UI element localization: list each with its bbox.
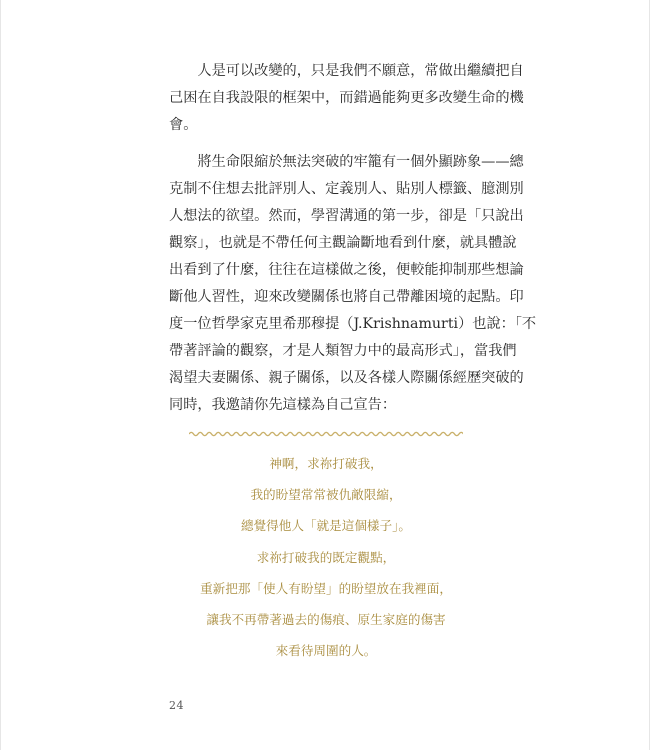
prayer-line-2: 我的盼望常常被仇敵限縮，: [250, 487, 402, 503]
paragraph-2-line-4: 觀察」，也就是不帶任何主觀論斷地看到什麼，就具體說: [169, 235, 517, 251]
prayer-line-3: 總覺得他人「就是這個樣子」。: [240, 518, 411, 534]
prayer-block: [161, 448, 491, 666]
prayer-line-1: 神啊，求祢打破我，: [269, 456, 383, 471]
paragraph-2-line-2: 克制不住想去批評別人、定義別人、貼別人標籤、臆測別: [169, 181, 524, 197]
paragraph-2-line-1: 將生命限縮於無法突破的牢籠有一個外顯跡象——總: [169, 154, 524, 170]
paragraph-2-line-8: 帶著評論的觀察，才是人類智力中的最高形式」，當我們: [169, 343, 517, 359]
wavy-divider-ornament: [189, 428, 463, 440]
paragraph-1-line-1: 人是可以改變的，只是我們不願意，常做出繼續把自: [169, 63, 524, 79]
paragraph-2-line-3: 人想法的欲望。然而，學習溝通的第一步，卻是「只說出: [169, 208, 524, 224]
paragraph-2-line-7: 度一位哲學家克里希那穆提（J.Krishnamurti）也說：「不: [169, 316, 537, 332]
prayer-line-5: 重新把那「使人有盼望」的盼望放在我裡面，: [200, 580, 452, 596]
paragraph-gap: [169, 139, 491, 149]
paragraph-2-line-10: 同時，我邀請你先這樣為自己宣告：: [169, 397, 397, 413]
prayer-line-6: 讓我不再帶著過去的傷痕、原生家庭的傷害: [206, 611, 446, 627]
paragraph-2-line-5: 出看到了什麼，往往在這樣做之後，便較能抑制那些想論: [169, 262, 524, 278]
prayer-line-4: 求祢打破我的既定觀點，: [256, 549, 396, 565]
body-text: [169, 58, 537, 419]
paragraph-1-line-2: 己困在自我設限的框架中，而錯過能夠更多改變生命的機: [169, 90, 524, 106]
paragraph-1-line-3: 會。: [169, 117, 198, 133]
prayer-line-7: 來看待周圍的人。: [275, 643, 377, 659]
paragraph-2-line-6: 斷他人習性，迎來改變關係也將自己帶離困境的起點。印: [169, 289, 524, 305]
page-number: 24: [169, 699, 184, 712]
paragraph-2-line-9: 渴望夫妻關係、親子關係，以及各樣人際關係經歷突破的: [169, 370, 524, 386]
